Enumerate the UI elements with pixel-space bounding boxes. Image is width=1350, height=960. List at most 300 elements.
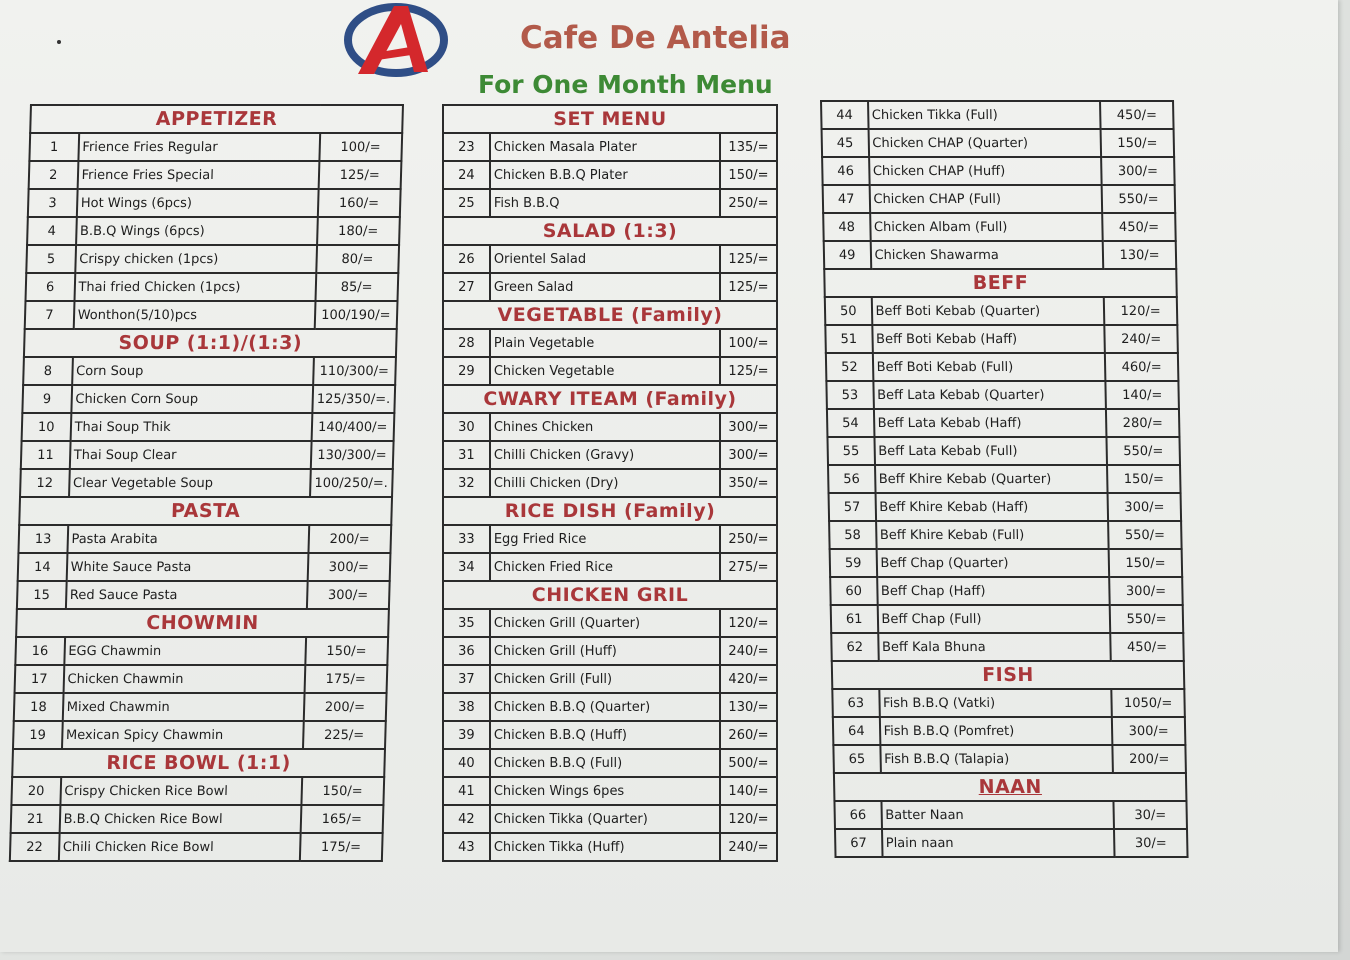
item-price: 140/= xyxy=(1106,381,1179,409)
item-name: Chicken Tikka (Quarter) xyxy=(490,805,720,833)
antelia-logo-icon xyxy=(344,2,448,78)
section-title-cell xyxy=(824,269,1177,297)
item-price: 300/= xyxy=(307,553,390,581)
item-name: Beff Chap (Haff) xyxy=(877,577,1110,605)
item-price: 300/= xyxy=(1108,493,1181,521)
menu-item-row xyxy=(825,325,1178,353)
menu-table-right xyxy=(820,100,1189,858)
item-name: Egg Fried Rice xyxy=(490,525,720,553)
item-name: Beff Boti Kebab (Quarter) xyxy=(871,297,1104,325)
item-price: 30/= xyxy=(1114,801,1187,829)
item-price: 250/= xyxy=(720,525,777,553)
item-price: 100/= xyxy=(319,133,402,161)
item-name: Chicken Corn Soup xyxy=(71,385,313,413)
item-number: 12 xyxy=(20,469,69,497)
menu-item-row xyxy=(831,605,1184,633)
item-number: 28 xyxy=(443,329,490,357)
item-number: 57 xyxy=(829,493,876,521)
item-name: Chili Chicken Rice Bowl xyxy=(58,833,300,861)
item-number: 47 xyxy=(823,185,870,213)
item-price: 300/= xyxy=(1109,577,1182,605)
item-name: Thai Soup Clear xyxy=(69,441,311,469)
item-price: 140/400/= xyxy=(311,413,394,441)
item-name: Chicken Tikka (Full) xyxy=(868,101,1101,129)
menu-item-row xyxy=(443,721,777,749)
item-number: 20 xyxy=(11,777,60,805)
item-number: 27 xyxy=(443,273,490,301)
section-title: VEGETABLE (Family) xyxy=(497,304,723,326)
menu-item-row xyxy=(28,189,401,217)
section-title-cell xyxy=(443,385,777,413)
item-number: 11 xyxy=(21,441,70,469)
menu-item-row xyxy=(826,381,1179,409)
item-price: 300/= xyxy=(1101,157,1174,185)
section-title: BEFF xyxy=(972,272,1029,294)
item-name: Chicken Albam (Full) xyxy=(870,213,1103,241)
item-number: 10 xyxy=(22,413,71,441)
section-title: SOUP (1:1)/(1:3) xyxy=(118,332,303,354)
item-name: Chilli Chicken (Gravy) xyxy=(490,441,720,469)
item-price: 125/= xyxy=(720,273,777,301)
item-number: 44 xyxy=(821,101,868,129)
item-number: 58 xyxy=(829,521,876,549)
item-name: Orientel Salad xyxy=(490,245,720,273)
menu-item-row xyxy=(15,665,388,693)
item-name: Chicken CHAP (Huff) xyxy=(869,157,1102,185)
section-title: FISH xyxy=(982,664,1035,686)
menu-item-row xyxy=(13,721,386,749)
item-name: Hot Wings (6pcs) xyxy=(76,189,318,217)
menu-item-row xyxy=(443,441,777,469)
menu-item-row xyxy=(830,577,1183,605)
item-number: 4 xyxy=(27,217,76,245)
item-price: 460/= xyxy=(1105,353,1178,381)
item-price: 300/= xyxy=(720,413,777,441)
item-name: Beff Kala Bhuna xyxy=(878,633,1111,661)
item-name: Pasta Arabita xyxy=(67,525,309,553)
item-price: 275/= xyxy=(720,553,777,581)
item-name: Beff Khire Kebab (Full) xyxy=(876,521,1109,549)
item-name: B.B.Q Chicken Rice Bowl xyxy=(59,805,301,833)
item-number: 22 xyxy=(10,833,59,861)
item-number: 9 xyxy=(22,385,71,413)
item-price: 200/= xyxy=(303,693,386,721)
menu-item-row xyxy=(443,637,777,665)
section-title-cell xyxy=(19,497,392,525)
item-price: 420/= xyxy=(720,665,777,693)
menu-item-row xyxy=(10,833,383,861)
item-number: 67 xyxy=(835,829,882,857)
item-number: 53 xyxy=(826,381,873,409)
item-number: 50 xyxy=(825,297,872,325)
item-name: Fish B.B.Q (Vatki) xyxy=(879,689,1112,717)
section-title: CWARY ITEAM (Family) xyxy=(483,388,737,410)
item-price: 100/= xyxy=(720,329,777,357)
menu-item-row xyxy=(443,553,777,581)
item-name: Fish B.B.Q (Talapia) xyxy=(880,745,1113,773)
item-name: Mexican Spicy Chawmin xyxy=(62,721,304,749)
item-price: 300/= xyxy=(1112,717,1185,745)
item-price: 130/300/= xyxy=(310,441,393,469)
section-header-row xyxy=(19,497,392,525)
section-header-row xyxy=(832,661,1185,689)
item-price: 165/= xyxy=(300,805,383,833)
item-number: 2 xyxy=(29,161,78,189)
section-header-row xyxy=(443,385,777,413)
menu-item-row xyxy=(29,161,402,189)
item-name: Fish B.B.Q xyxy=(490,189,720,217)
item-name: Frience Fries Special xyxy=(77,161,319,189)
item-price: 175/= xyxy=(299,833,382,861)
item-name: Plain Vegetable xyxy=(490,329,720,357)
item-name: Chicken Masala Plater xyxy=(490,133,720,161)
menu-item-row xyxy=(822,129,1175,157)
item-name: Chilli Chicken (Dry) xyxy=(490,469,720,497)
item-name: Green Salad xyxy=(490,273,720,301)
item-price: 260/= xyxy=(720,721,777,749)
item-number: 63 xyxy=(832,689,879,717)
section-header-row xyxy=(834,773,1187,801)
item-name: Chicken Tikka (Huff) xyxy=(490,833,720,861)
item-number: 43 xyxy=(443,833,490,861)
item-name: Crispy Chicken Rice Bowl xyxy=(60,777,302,805)
item-price: 140/= xyxy=(720,777,777,805)
item-number: 46 xyxy=(822,157,869,185)
section-title-cell xyxy=(30,105,403,133)
menu-item-row xyxy=(443,189,777,217)
item-number: 61 xyxy=(831,605,878,633)
item-price: 100/250/=. xyxy=(310,469,393,497)
menu-item-row xyxy=(22,413,395,441)
item-name: Mixed Chawmin xyxy=(62,693,304,721)
item-number: 15 xyxy=(17,581,66,609)
item-name: Thai Soup Thik xyxy=(70,413,312,441)
item-price: 125/= xyxy=(318,161,401,189)
item-number: 29 xyxy=(443,357,490,385)
menu-table-left xyxy=(9,104,404,862)
section-header-row xyxy=(443,105,777,133)
item-name: Beff Chap (Quarter) xyxy=(876,549,1109,577)
item-name: Red Sauce Pasta xyxy=(65,581,307,609)
menu-item-row xyxy=(827,409,1180,437)
item-price: 135/= xyxy=(720,133,777,161)
item-number: 39 xyxy=(443,721,490,749)
section-title: SET MENU xyxy=(553,108,667,130)
section-title: SALAD (1:3) xyxy=(542,220,678,242)
item-name: Beff Khire Kebab (Quarter) xyxy=(875,465,1108,493)
menu-item-row xyxy=(17,581,390,609)
menu-item-row xyxy=(26,245,399,273)
menu-item-row xyxy=(21,441,394,469)
menu-item-row xyxy=(830,549,1183,577)
item-price: 175/= xyxy=(304,665,387,693)
item-number: 21 xyxy=(11,805,60,833)
item-number: 1 xyxy=(29,133,78,161)
item-price: 280/= xyxy=(1106,409,1179,437)
item-name: Beff Chap (Full) xyxy=(877,605,1110,633)
item-price: 150/= xyxy=(1107,465,1180,493)
item-price: 125/= xyxy=(720,245,777,273)
item-name: Chicken B.B.Q (Huff) xyxy=(490,721,720,749)
item-name: Beff Khire Kebab (Haff) xyxy=(875,493,1108,521)
section-title-cell xyxy=(443,497,777,525)
item-price: 120/= xyxy=(720,805,777,833)
menu-item-row xyxy=(824,241,1177,269)
item-number: 25 xyxy=(443,189,490,217)
item-name: Crispy chicken (1pcs) xyxy=(75,245,317,273)
section-title: NAAN xyxy=(978,776,1043,798)
item-price: 300/= xyxy=(306,581,389,609)
section-title-cell xyxy=(443,217,777,245)
menu-item-row xyxy=(29,133,402,161)
menu-item-row xyxy=(443,693,777,721)
item-price: 120/= xyxy=(1104,297,1177,325)
item-price: 240/= xyxy=(1104,325,1177,353)
item-number: 52 xyxy=(826,353,873,381)
item-name: White Sauce Pasta xyxy=(66,553,308,581)
item-price: 500/= xyxy=(720,749,777,777)
section-title: RICE BOWL (1:1) xyxy=(106,752,292,774)
item-price: 120/= xyxy=(720,609,777,637)
menu-item-row xyxy=(833,745,1186,773)
item-name: Chines Chicken xyxy=(490,413,720,441)
item-name: EGG Chawmin xyxy=(64,637,306,665)
item-price: 1050/= xyxy=(1111,689,1184,717)
item-number: 56 xyxy=(828,465,875,493)
item-number: 62 xyxy=(831,633,878,661)
item-number: 36 xyxy=(443,637,490,665)
menu-item-row xyxy=(443,749,777,777)
item-name: Chicken Wings 6pes xyxy=(490,777,720,805)
menu-item-row xyxy=(443,525,777,553)
item-price: 80/= xyxy=(316,245,399,273)
menu-item-row xyxy=(823,185,1176,213)
item-number: 35 xyxy=(443,609,490,637)
menu-item-row xyxy=(829,521,1182,549)
item-number: 49 xyxy=(824,241,871,269)
item-number: 41 xyxy=(443,777,490,805)
item-price: 160/= xyxy=(317,189,400,217)
section-header-row xyxy=(443,217,777,245)
item-price: 350/= xyxy=(720,469,777,497)
section-header-row xyxy=(443,301,777,329)
item-name: Chicken Grill (Quarter) xyxy=(490,609,720,637)
menu-item-row xyxy=(443,833,777,861)
menu-table-middle xyxy=(442,104,778,862)
menu-item-row xyxy=(11,777,384,805)
item-name: Plain naan xyxy=(882,829,1115,857)
item-number: 24 xyxy=(443,161,490,189)
menu-item-row xyxy=(443,273,777,301)
section-header-row xyxy=(443,581,777,609)
item-price: 85/= xyxy=(315,273,398,301)
section-title: PASTA xyxy=(170,500,241,522)
menu-item-row xyxy=(18,525,391,553)
menu-item-row xyxy=(827,437,1180,465)
item-number: 54 xyxy=(827,409,874,437)
menu-item-row xyxy=(443,329,777,357)
item-number: 64 xyxy=(833,717,880,745)
item-name: Chicken B.B.Q (Quarter) xyxy=(490,693,720,721)
menu-item-row xyxy=(833,717,1186,745)
menu-item-row xyxy=(25,301,398,329)
menu-item-row xyxy=(443,357,777,385)
item-price: 150/= xyxy=(305,637,388,665)
menu-item-row xyxy=(443,161,777,189)
item-price: 200/= xyxy=(308,525,391,553)
item-number: 17 xyxy=(15,665,64,693)
item-name: Batter Naan xyxy=(881,801,1114,829)
section-title-cell xyxy=(24,329,397,357)
section-header-row xyxy=(443,497,777,525)
item-name: Thai fried Chicken (1pcs) xyxy=(74,273,316,301)
item-name: Chicken CHAP (Full) xyxy=(869,185,1102,213)
menu-item-row xyxy=(443,133,777,161)
item-number: 7 xyxy=(25,301,74,329)
item-name: Wonthon(5/10)pcs xyxy=(73,301,315,329)
item-name: Chicken B.B.Q (Full) xyxy=(490,749,720,777)
item-price: 130/= xyxy=(720,693,777,721)
item-price: 200/= xyxy=(1113,745,1186,773)
item-number: 18 xyxy=(14,693,63,721)
item-number: 66 xyxy=(834,801,881,829)
item-name: Chicken Grill (Full) xyxy=(490,665,720,693)
menu-item-row xyxy=(443,413,777,441)
section-header-row xyxy=(824,269,1177,297)
item-price: 125/350/=. xyxy=(312,385,395,413)
menu-item-row xyxy=(443,245,777,273)
item-number: 13 xyxy=(18,525,67,553)
item-number: 48 xyxy=(823,213,870,241)
menu-item-row xyxy=(23,357,396,385)
menu-item-row xyxy=(831,633,1184,661)
item-price: 150/= xyxy=(720,161,777,189)
item-name: Chicken CHAP (Quarter) xyxy=(868,129,1101,157)
item-price: 150/= xyxy=(1101,129,1174,157)
item-number: 16 xyxy=(15,637,64,665)
item-price: 550/= xyxy=(1108,521,1181,549)
menu-item-row xyxy=(443,665,777,693)
section-header-row xyxy=(30,105,403,133)
item-price: 150/= xyxy=(1109,549,1182,577)
section-title: RICE DISH (Family) xyxy=(504,500,716,522)
cafe-name: Cafe De Antelia xyxy=(520,20,791,56)
section-title: APPETIZER xyxy=(155,108,278,130)
item-number: 3 xyxy=(28,189,77,217)
section-title-cell xyxy=(832,661,1185,689)
item-number: 26 xyxy=(443,245,490,273)
item-number: 19 xyxy=(13,721,62,749)
item-price: 225/= xyxy=(302,721,385,749)
item-name: Beff Lata Kebab (Haff) xyxy=(873,409,1106,437)
menu-subtitle: For One Month Menu xyxy=(478,70,773,99)
menu-item-row xyxy=(835,829,1188,857)
item-number: 32 xyxy=(443,469,490,497)
item-number: 51 xyxy=(825,325,872,353)
item-number: 55 xyxy=(827,437,874,465)
menu-item-row xyxy=(822,157,1175,185)
menu-item-row xyxy=(25,273,398,301)
menu-item-row xyxy=(22,385,395,413)
menu-item-row xyxy=(14,693,387,721)
section-title: CHOWMIN xyxy=(146,612,259,634)
item-price: 125/= xyxy=(720,357,777,385)
item-price: 30/= xyxy=(1114,829,1187,857)
item-name: B.B.Q Wings (6pcs) xyxy=(76,217,318,245)
section-title-cell xyxy=(12,749,385,777)
menu-item-row xyxy=(18,553,391,581)
item-number: 34 xyxy=(443,553,490,581)
section-header-row xyxy=(24,329,397,357)
item-name: Corn Soup xyxy=(72,357,314,385)
item-price: 450/= xyxy=(1110,633,1183,661)
item-number: 60 xyxy=(830,577,877,605)
menu-item-row xyxy=(832,689,1185,717)
item-number: 37 xyxy=(443,665,490,693)
section-title-cell xyxy=(16,609,389,637)
item-number: 6 xyxy=(25,273,74,301)
item-number: 38 xyxy=(443,693,490,721)
item-price: 550/= xyxy=(1102,185,1175,213)
item-name: Fish B.B.Q (Pomfret) xyxy=(879,717,1112,745)
menu-item-row xyxy=(443,469,777,497)
menu-item-row xyxy=(821,101,1174,129)
menu-item-row xyxy=(27,217,400,245)
item-number: 33 xyxy=(443,525,490,553)
menu-item-row xyxy=(826,353,1179,381)
item-price: 300/= xyxy=(720,441,777,469)
item-number: 59 xyxy=(830,549,877,577)
item-price: 550/= xyxy=(1110,605,1183,633)
item-number: 31 xyxy=(443,441,490,469)
section-title-cell xyxy=(834,773,1187,801)
menu-item-row xyxy=(443,609,777,637)
menu-item-row xyxy=(443,805,777,833)
section-title: CHICKEN GRIL xyxy=(531,584,689,606)
menu-item-row xyxy=(15,637,388,665)
menu-item-row xyxy=(828,465,1181,493)
menu-item-row xyxy=(20,469,393,497)
section-title-cell xyxy=(443,581,777,609)
menu-item-row xyxy=(829,493,1182,521)
item-number: 5 xyxy=(26,245,75,273)
item-name: Beff Boti Kebab (Haff) xyxy=(872,325,1105,353)
menu-item-row xyxy=(11,805,384,833)
item-name: Beff Lata Kebab (Quarter) xyxy=(873,381,1106,409)
section-title-cell xyxy=(443,301,777,329)
section-header-row xyxy=(12,749,385,777)
item-price: 550/= xyxy=(1107,437,1180,465)
item-number: 45 xyxy=(822,129,869,157)
item-number: 40 xyxy=(443,749,490,777)
menu-item-row xyxy=(823,213,1176,241)
item-price: 150/= xyxy=(301,777,384,805)
item-name: Clear Vegetable Soup xyxy=(69,469,311,497)
section-title-cell xyxy=(443,105,777,133)
item-price: 130/= xyxy=(1103,241,1176,269)
item-name: Chicken Grill (Huff) xyxy=(490,637,720,665)
item-number: 65 xyxy=(833,745,880,773)
item-name: Beff Lata Kebab (Full) xyxy=(874,437,1107,465)
item-name: Chicken Chawmin xyxy=(63,665,305,693)
item-number: 8 xyxy=(23,357,72,385)
item-name: Beff Boti Kebab (Full) xyxy=(872,353,1105,381)
menu-item-row xyxy=(834,801,1187,829)
item-name: Chicken B.B.Q Plater xyxy=(490,161,720,189)
item-name: Chicken Vegetable xyxy=(490,357,720,385)
item-price: 180/= xyxy=(317,217,400,245)
item-name: Frience Fries Regular xyxy=(78,133,320,161)
